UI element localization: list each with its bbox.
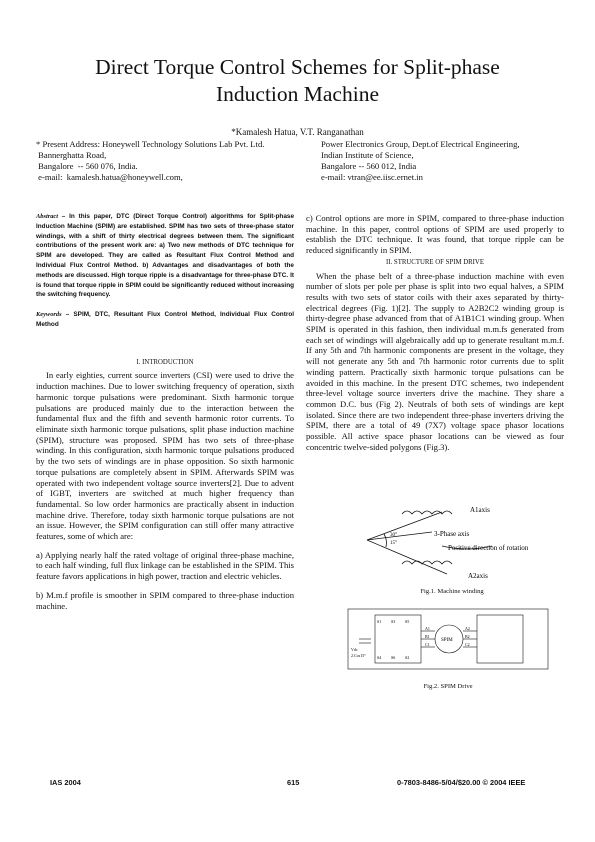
s3-label: S3 [391, 619, 396, 624]
intro-point-b: b) M.m.f profile is smoother in SPIM compared to three-phase induction machine. [36, 589, 294, 611]
abstract-text: – In this paper, DTC (Direct Torque Control) algorithms for Split-phase Induction Machine (SPIM) are established. SPIM has two sets of three-phase stator windings, with a shift of thirty electrical degrees between them. The significant contributions of the present work are: a) Two new methods of DTC technique for SPIM are developed. They are called as Resultant Flux Control Method and Individual Flux Control Method. b) Advantages and disadvantages of both the methods are discussed. High torque ripple is a disadvantage for three-phase DTC. It is found that torque ripple in SPIM could be significantly reduced without increasing the switching frequency. [36, 213, 294, 299]
a2-axis-label: A2axis [468, 572, 488, 580]
structure-paragraph: When the phase belt of a three-phase induction machine with even number of slots per pole per phase is split into two equal halves, a SPIM results with two sets of stator coils with their axes separated by thirty-electrical degrees (Fig. 1)[2]. The supply to A2B2C2 winding group is thirty-degree phase advanced from that of A1B1C1 winding group. When SPIM is operated in this fashion, then individual m.m.fs generated from each set of windings will algebraically add up to generate resultant m.m.f. If any 5th and 7th harmonic components are present in the voltage, they will not generate any 5th and 7th harmonic rotor currents due to split winding pattern. Practically sixth harmonic torque pulsations can be avoided in this machine. In the present DTC schemes, two independent three-level voltage source inverters drive the machine. They share a common D.C. bus (Fig 2). Neutrals of both sets of windings are kept isolated. Since there are two independent three-phase inverters driving the SPIM, there are a total of 49 (7X7) voltage space phasor locations possible. All active space phasor locations can be viewed as four concentric twelve-sided polygons (Fig.3). [306, 270, 564, 452]
vdc-label: Vdc [351, 647, 358, 652]
s5-label: S5 [405, 619, 410, 624]
phase-axis-label: 3-Phase axis [434, 530, 470, 538]
inverter-2 [477, 615, 523, 663]
keywords-text: – SPIM, DTC, Resultant Flux Control Method, Individual Flux Control Method [36, 311, 294, 328]
angle-label-30: 30° [390, 533, 397, 538]
intro-point-a: a) Applying nearly half the rated voltage of original three-phase machine, to each half winding, full flux linkage can be established in the SPIM. This feature favors applications in high power, traction and electric vehicles. [36, 549, 294, 582]
page-number: 615 [287, 778, 300, 787]
keywords [36, 310, 294, 330]
coil-a2 [402, 561, 452, 564]
angle-arc [384, 534, 386, 547]
intro-paragraph: In early eighties, current source inverters (CSI) were used to drive the induction machines. Due to lower switching frequency of operation, sixth harmonic torque pulsations were predominant. Sixth harmonic torque pulsations are produced mainly due to the interaction between the fundamental flux and the fifth and seventh harmonic rotor currents. To eliminate sixth harmonic torque pulsations, split phase induction machine (SPIM), structure was proposed. SPIM has two sets of three-phase winding. In this configuration, sixth harmonic torque pulsations produced by the two sets of windings are in phase opposition. So sixth harmonic torque pulsations are completely absent in SPIM. Afterwards SPIM was operated with two independent voltage source inverters[2]. Due to advent of IGBT, inverters are switched at much higher frequency than fundamental. So low order harmonics are practically absent in induction machine drive. Therefore, today sixth harmonic torque pulsations are not an issue. However, the SPIM configuration can still offer many attractive features, some of which are: [36, 370, 294, 542]
a1-axis-label: A1axis [470, 506, 490, 514]
b2-label: B2 [465, 634, 470, 639]
machine-label: SPIM [441, 638, 453, 643]
title-line-2: Induction Machine [216, 82, 379, 106]
footer-right: 0-7803-8486-5/04/$20.00 © 2004 IEEE [397, 778, 526, 787]
section-heading-introduction: I. INTRODUCTION [136, 358, 194, 366]
right-column [306, 213, 564, 452]
abstract [36, 212, 294, 300]
c2-label: C2 [465, 642, 470, 647]
a1-axis-line [367, 512, 442, 540]
coil-a1 [402, 511, 452, 514]
cos-label: 2.Cos15° [351, 653, 366, 658]
left-affiliation: * Present Address: Honeywell Technology Solutions Lab Pvt. Ltd. Bannerghatta Road, Bangalore -- 560 076, India. e-mail: kamalesh.hatua@honeywell.com, [36, 139, 265, 182]
a2-label: A2 [465, 626, 470, 631]
title-line-1: Direct Torque Control Schemes for Split-phase [95, 55, 500, 79]
figure-machine-winding [322, 502, 582, 587]
intro-point-c: c) Control options are more in SPIM, compared to three-phase induction machine. In this paper, control options of SPIM are used properly to establish the DTC technique. It was found, that torque ripple can be reduced significantly in SPIM. [306, 213, 564, 256]
rotation-label: Positive direction of rotation [448, 544, 529, 552]
keywords-label: Keywords [36, 311, 62, 319]
s4-label: S4 [377, 655, 382, 660]
fig1-caption: Fig.1. Machine winding [420, 588, 484, 595]
s1-label: S1 [377, 619, 382, 624]
fig2-caption: Fig.2. SPIM Drive [423, 683, 473, 690]
s6-label: S6 [391, 655, 396, 660]
right-affiliation: Power Electronics Group, Dept.of Electrical Engineering, Indian Institute of Science, Bangalore -- 560 012, India e-mail: vtran@ee.iisc.ernet.in [321, 139, 520, 182]
s2-label: S2 [405, 655, 410, 660]
footer-left: IAS 2004 [50, 778, 81, 787]
angle-label-15: 15° [390, 541, 397, 546]
c1-label: C1 [425, 642, 430, 647]
abstract-label: Abstract [36, 213, 59, 220]
inverter-1 [375, 615, 421, 663]
authors: *Kamalesh Hatua, V.T. Ranganathan [231, 127, 364, 137]
a2-axis-line [367, 540, 447, 574]
b1-label: B1 [425, 634, 430, 639]
a1-label: A1 [425, 626, 430, 631]
paper-title [40, 54, 555, 108]
figure-spim-drive [345, 607, 551, 677]
left-column [36, 212, 294, 611]
section-heading-structure: II. STRUCTURE OF SPIM DRIVE [386, 258, 484, 266]
